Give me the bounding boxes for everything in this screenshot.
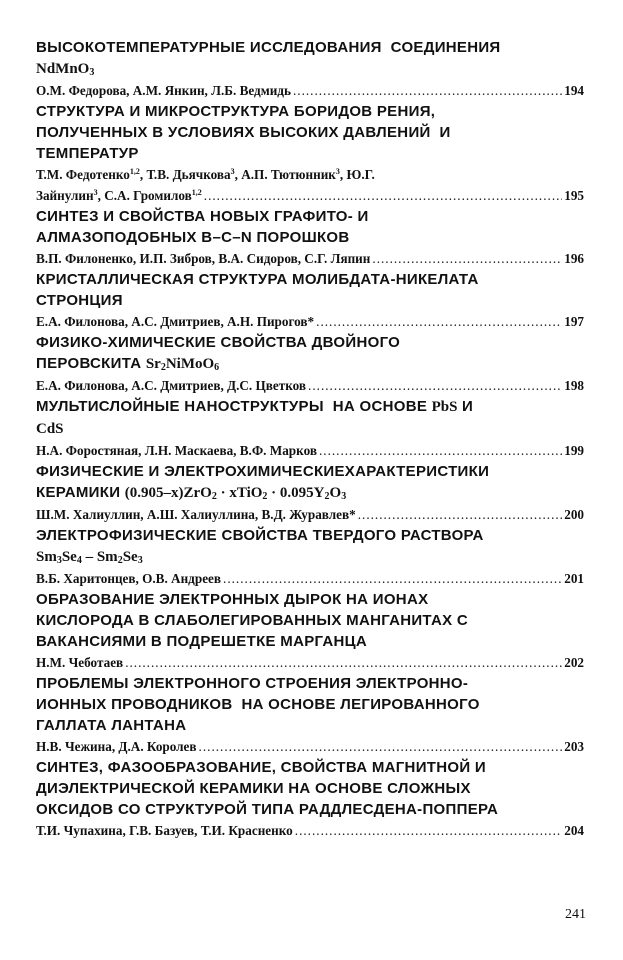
dot-leader: [223, 568, 562, 589]
entry-authors: В.Б. Харитонцев, О.В. Андреев: [36, 571, 222, 586]
entry-authors: Е.А. Филонова, А.С. Дмитриев, Д.С. Цветков: [36, 378, 307, 393]
toc-entry: [36, 101, 584, 206]
entry-authors-line: [36, 736, 584, 757]
toc-entry: [36, 525, 584, 589]
toc-entry: [36, 269, 584, 332]
page-number: 241: [565, 907, 586, 922]
entry-title: ФИЗИЧЕСКИЕ И ЭЛЕКТРОХИМИЧЕСКИЕХАРАКТЕРИСТИКИ КЕРАМИКИ (0.905–x)ZrO$_2$ · xTiO$_2$ · $0.095Y_2O_3$: [36, 463, 490, 502]
entry-title: МУЛЬТИСЛОЙНЫЕ НАНОСТРУКТУРЫ НА ОСНОВЕ PbS И CdS: [36, 398, 474, 437]
entry-page-number: 196: [564, 251, 584, 266]
dot-leader: [295, 820, 562, 841]
toc-entry: [36, 396, 584, 461]
toc-entry: [36, 757, 584, 841]
entry-title: КРИСТАЛЛИЧЕСКАЯ СТРУКТУРА МОЛИБДАТА-НИКЕЛАТА СТРОНЦИЯ: [36, 271, 479, 309]
toc-entry: [36, 37, 584, 101]
entry-authors: Н.В. Чежина, Д.А. Королев: [36, 739, 197, 754]
toc-entry: [36, 589, 584, 673]
entry-title: ОБРАЗОВАНИЕ ЭЛЕКТРОННЫХ ДЫРОК НА ИОНАХ КИСЛОРОДА В СЛАБОЛЕГИРОВАННЫХ МАНГАНИТАХ С ВАКАНСИЯМИ В ПОДРЕШЕТКЕ МАРГАНЦА: [36, 591, 468, 650]
toc-entry: [36, 673, 584, 757]
entry-title: СИНТЕЗ И СВОЙСТВА НОВЫХ ГРАФИТО- И АЛМАЗОПОДОБНЫХ B–C–N ПОРОШКОВ: [36, 208, 369, 246]
entry-authors-line: [36, 311, 584, 332]
entry-page-number: 197: [564, 314, 584, 329]
entry-authors: Т.М. Федотенко$^{1,2}$, Т.В. Дьячкова$^3$, А.П. Тютюнник$^3$, Ю.Г.: [36, 167, 375, 182]
dot-leader: [204, 185, 562, 206]
entry-authors: Н.М. Чеботаев: [36, 655, 124, 670]
dot-leader: [372, 248, 562, 269]
toc-entry: [36, 332, 584, 396]
entry-page-number: 198: [564, 378, 584, 393]
entry-authors: Н.А. Форостяная, Л.Н. Маскаева, В.Ф. Марков: [36, 443, 317, 458]
entry-page-number: 195: [564, 188, 584, 203]
entry-page-number: 200: [564, 507, 584, 522]
toc-entry: [36, 206, 584, 269]
entry-authors-line: [36, 80, 584, 101]
entry-authors: В.П. Филоненко, И.П. Зибров, В.А. Сидоров, С.Г. Ляпин: [36, 251, 371, 266]
dot-leader: [319, 440, 562, 461]
entry-title: ПРОБЛЕМЫ ЭЛЕКТРОННОГО СТРОЕНИЯ ЭЛЕКТРОННО- ИОННЫХ ПРОВОДНИКОВ НА ОСНОВЕ ЛЕГИРОВАННОГО ГАЛЛАТА ЛАНТАНА: [36, 675, 480, 734]
entry-authors-continued: Зайнулин$^3$, С.А. Громилов$^{1,2}$: [36, 188, 202, 203]
entry-title: ВЫСОКОТЕМПЕРАТУРНЫЕ ИССЛЕДОВАНИЯ СОЕДИНЕНИЯ NdMnO$_3$: [36, 39, 501, 78]
dot-leader: [316, 311, 562, 332]
toc-entry: [36, 461, 584, 525]
entry-page-number: 203: [564, 739, 584, 754]
dot-leader: [199, 736, 563, 757]
table-of-contents: [36, 37, 584, 841]
entry-authors: Ш.М. Халиуллин, А.Ш. Халиуллина, В.Д. Журавлев*: [36, 507, 356, 522]
entry-page-number: 202: [564, 655, 584, 670]
entry-page-number: 204: [564, 823, 584, 838]
dot-leader: [293, 80, 562, 101]
dot-leader: [125, 652, 562, 673]
entry-authors: О.М. Федорова, А.М. Янкин, Л.Б. Ведмидь: [36, 83, 291, 98]
entry-authors-line: [36, 504, 584, 525]
entry-page-number: 201: [564, 571, 584, 586]
entry-authors: Е.А. Филонова, А.С. Дмитриев, А.Н. Пирогов*: [36, 314, 315, 329]
entry-page-number: 199: [564, 443, 584, 458]
entry-authors-line: [36, 440, 584, 461]
entry-authors-line: [36, 652, 584, 673]
entry-authors-line: [36, 375, 584, 396]
entry-title: СТРУКТУРА И МИКРОСТРУКТУРА БОРИДОВ РЕНИЯ, ПОЛУЧЕННЫХ В УСЛОВИЯХ ВЫСОКИХ ДАВЛЕНИЙ И ТЕМПЕРАТУР: [36, 103, 451, 162]
entry-authors: Т.И. Чупахина, Г.В. Базуев, Т.И. Красненко: [36, 823, 293, 838]
dot-leader: [358, 504, 563, 525]
dot-leader: [308, 375, 562, 396]
entry-authors-line: [36, 248, 584, 269]
entry-authors-line: [36, 568, 584, 589]
entry-title: ЭЛЕКТРОФИЗИЧЕСКИЕ СВОЙСТВА ТВЕРДОГО РАСТВОРА $Sm_3Se_4 - Sm_2Se_3$: [36, 527, 484, 566]
entry-authors-line: [36, 185, 584, 206]
entry-title: ФИЗИКО-ХИМИЧЕСКИЕ СВОЙСТВА ДВОЙНОГО ПЕРОВСКИТА $Sr_2NiMoO_6$: [36, 334, 401, 373]
entry-page-number: 194: [564, 83, 584, 98]
entry-authors-line: [36, 820, 584, 841]
entry-title: СИНТЕЗ, ФАЗООБРАЗОВАНИЕ, СВОЙСТВА МАГНИТНОЙ И ДИЭЛЕКТРИЧЕСКОЙ КЕРАМИКИ НА ОСНОВЕ СЛОЖНЫХ ОКСИДОВ СО СТРУКТУРОЙ ТИПА РАДДЛЕСДЕНА-ПОППЕРА: [36, 759, 499, 818]
